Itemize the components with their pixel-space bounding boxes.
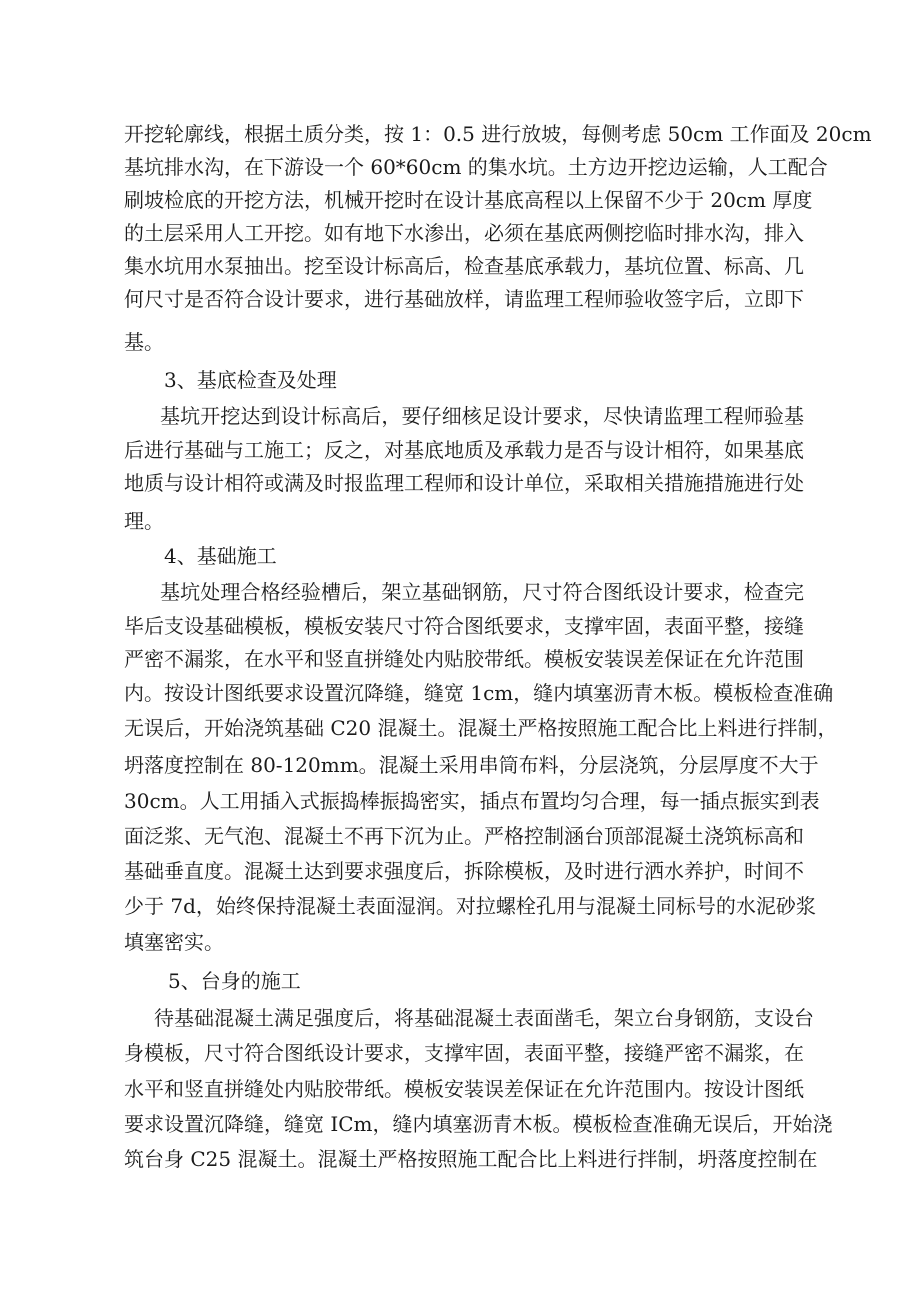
section3-line-3: 地质与设计相符或满及时报监理工程师和设计单位，采取相关措施措施进行处	[124, 471, 804, 495]
section4-line-2: 毕后支设基础模板，模板安装尺寸符合图纸要求，支撑牢固，表面平整，接缝	[124, 614, 804, 638]
section4-line-5: 无误后，开始浇筑基础 C20 混凝土。混凝土严格按照施工配合比上料进行拌制，	[124, 716, 838, 740]
section4-line-4: 内。按设计图纸要求设置沉降缝，缝宽 1cm，缝内填塞沥青木板。模板检查准确	[124, 681, 834, 705]
section4-heading: 4、基础施工	[164, 544, 277, 568]
section3-heading: 3、基底检查及处理	[164, 368, 337, 392]
section5-line-1: 待基础混凝土满足强度后，将基础混凝土表面凿毛，架立台身钢筋，支设台	[154, 1006, 814, 1030]
section3-line-4: 理。	[124, 509, 164, 533]
section5-line-3: 水平和竖直拼缝处内贴胶带纸。模板安装误差保证在允许范围内。按设计图纸	[124, 1077, 804, 1101]
para1-line-6: 何尺寸是否符合设计要求，进行基础放样，请监理工程师验收签字后，立即下	[124, 287, 804, 311]
section4-line-10: 少于 7d，始终保持混凝土表面湿润。对拉螺栓孔用与混凝土同标号的水泥砂浆	[124, 894, 816, 918]
section3-line-2: 后进行基础与工施工；反之，对基底地质及承载力是否与设计相符，如果基底	[124, 438, 804, 462]
para1-line-1: 开挖轮廓线，根据土质分类，按 1：0.5 进行放坡，每侧考虑 50cm 工作面及 20cm	[124, 122, 872, 146]
section4-line-8: 面泛浆、无气泡、混凝土不再下沉为止。严格控制涵台顶部混凝土浇筑标高和	[124, 824, 804, 848]
section4-line-7: 30cm。人工用插入式振捣棒振捣密实，插点布置均匀合理，每一插点振实到表	[124, 789, 820, 813]
section4-line-9: 基础垂直度。混凝土达到要求强度后，拆除模板，及时进行洒水养护，时间不	[124, 859, 804, 883]
section4-line-11: 填塞密实。	[124, 930, 224, 954]
section5-heading: 5、台身的施工	[168, 969, 301, 993]
para1-line-7: 基。	[124, 330, 164, 354]
section4-line-3: 严密不漏浆，在水平和竖直拼缝处内贴胶带纸。模板安装误差保证在允许范围	[124, 647, 804, 671]
section5-line-5: 筑台身 C25 混凝土。混凝土严格按照施工配合比上料进行拌制，坍落度控制在	[124, 1147, 818, 1171]
para1-line-3: 刷坡检底的开挖方法，机械开挖时在设计基底高程以上保留不少于 20cm 厚度	[124, 188, 813, 212]
section5-line-4: 要求设置沉降缝，缝宽 ICm，缝内填塞沥青木板。模板检查准确无误后，开始浇	[124, 1112, 833, 1136]
section3-line-1: 基坑开挖达到设计标高后，要仔细核足设计要求，尽快请监理工程师验基	[160, 404, 804, 428]
section5-line-2: 身模板，尺寸符合图纸设计要求，支撑牢固，表面平整，接缝严密不漏浆，在	[124, 1041, 804, 1065]
para1-line-5: 集水坑用水泵抽出。挖至设计标高后，检查基底承载力，基坑位置、标高、几	[124, 254, 804, 278]
para1-line-2: 基坑排水沟，在下游设一个 60*60cm 的集水坑。土方边开挖边运输，人工配合	[124, 155, 828, 179]
section4-line-6: 坍落度控制在 80-120mm。混凝土采用串筒布料，分层浇筑，分层厚度不大于	[124, 753, 819, 777]
section4-line-1: 基坑处理合格经验槽后，架立基础钢筋，尺寸符合图纸设计要求，检查完	[160, 580, 804, 604]
para1-line-4: 的土层采用人工开挖。如有地下水渗出，必须在基底两侧挖临时排水沟，排入	[124, 221, 804, 245]
